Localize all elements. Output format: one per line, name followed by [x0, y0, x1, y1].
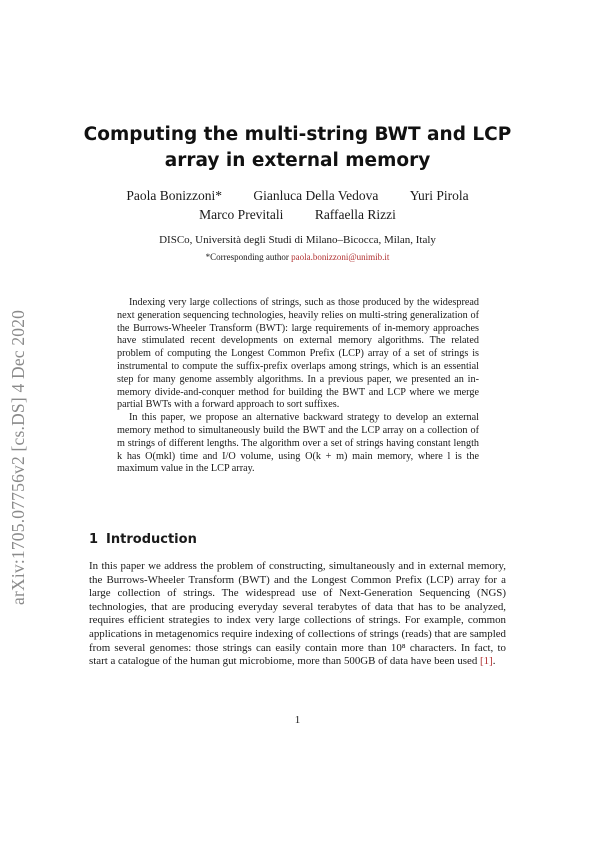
paper-title [60, 122, 535, 174]
title-line-2: array in external memory [164, 150, 431, 171]
introduction-body [89, 560, 506, 669]
section-heading-introduction [89, 532, 197, 547]
author-name: Gianluca Della Vedova [253, 188, 379, 203]
section-title: Introduction [106, 532, 197, 547]
abstract-paragraph-2: In this paper, we propose an alternative backward strategy to develop an external memory method to simultaneously build the BWT and the LCP array on a collection of m strings of different lengths. The algorithm over a set of strings having constant length k has O(mkl) time and I/O volume, using O(k + m) main memory, where l is the maximum value in the LCP array. [117, 412, 479, 475]
page-number: 1 [294, 714, 301, 726]
corresponding-author [60, 252, 535, 262]
citation-link[interactable]: [1] [480, 655, 493, 668]
author-name: Marco Previtali [199, 207, 284, 222]
introduction-end: . [492, 655, 496, 668]
introduction-text: In this paper we address the problem of constructing, simultaneously and in external memory, the Burrows-Wheeler Transform (BWT) and the Longest Common Prefix (LCP) array for a large collection of strings. The widespread use of Next-Generation Sequencing (NGS) technologies, that are producing everyday several terabytes of data that has to be analyzed, requires efficient strategies to index very large collections of strings. For example, common applications in metagenomics require indexing of collections of strings (reads) that are sampled from several genomes: those strings can easily contain more than 10⁸ characters. In fact, to start a catalogue of the human gut microbiome, more than 500GB of data have been used [89, 560, 506, 668]
section-number: 1 [89, 532, 99, 547]
abstract [117, 297, 479, 476]
title-line-1: Computing the multi-string BWT and LCP [83, 124, 512, 145]
authors-row-2 [60, 205, 535, 224]
author-name: Paola Bonizzoni* [126, 188, 222, 203]
abstract-paragraph-1: Indexing very large collections of strings, such as those produced by the widespread next generation sequencing technologies, heavily relies on multi-string generalization of the Burrows-Wheeler Transform (BWT): large requirements of in-memory approaches have stimulated recent developments on external memory algorithms. The related problem of computing the Longest Common Prefix (LCP) array of a set of strings is instrumental to compute the suffix-prefix overlaps among strings, which is an essential step for many genome assembly algorithms. In a previous paper, we presented an in-memory divide-and-conquer method for building the BWT and LCP where we merge partial BWTs with a forward approach to sort suffixes. [117, 297, 479, 411]
affiliation: DISCo, Università degli Studi di Milano–Bicocca, Milan, Italy [159, 234, 436, 246]
arxiv-stamp: arXiv:1705.07756v2 [cs.DS] 4 Dec 2020 [8, 309, 28, 605]
authors-row-1 [60, 186, 535, 205]
corresponding-label: *Corresponding author [205, 252, 289, 262]
author-list [60, 186, 535, 224]
author-name: Yuri Pirola [409, 188, 469, 203]
corresponding-email-link[interactable]: paola.bonizzoni@unimib.it [291, 252, 390, 262]
introduction-paragraph [89, 560, 506, 669]
author-name: Raffaella Rizzi [314, 207, 396, 222]
